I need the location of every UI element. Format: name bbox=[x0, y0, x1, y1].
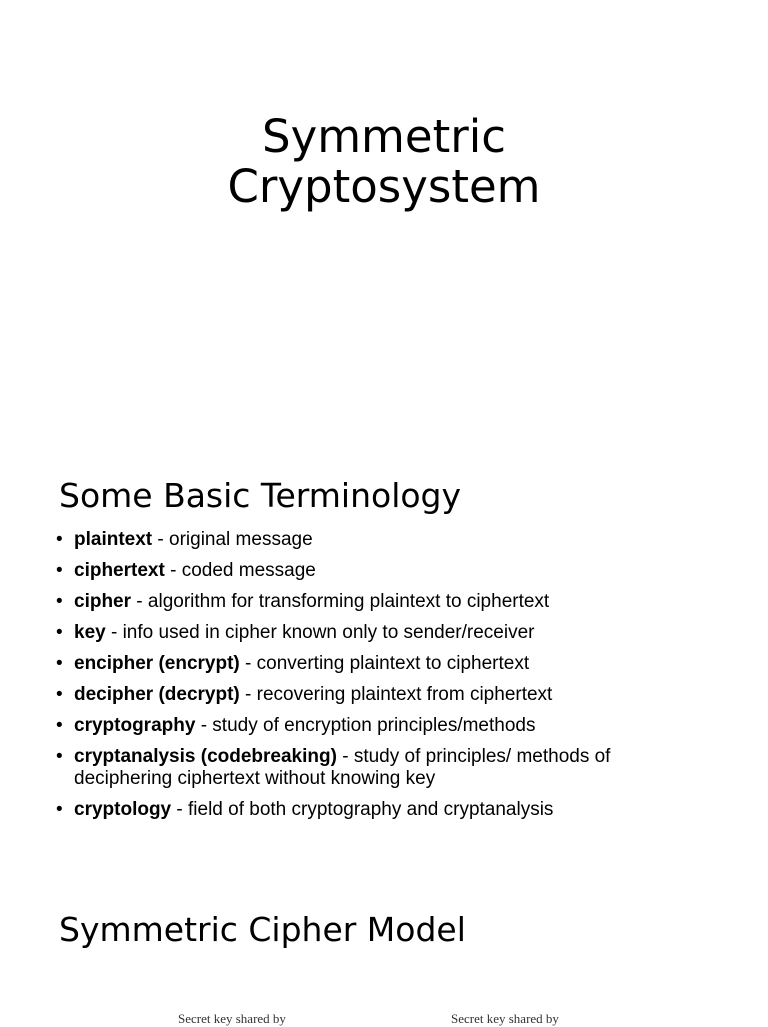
term-description: - recovering plaintext from ciphertext bbox=[239, 684, 553, 705]
bullet-icon: • bbox=[56, 799, 63, 820]
terminology-list bbox=[56, 529, 696, 830]
term-description: - converting plaintext to ciphertext bbox=[239, 653, 530, 674]
term-label: plaintext bbox=[74, 529, 153, 550]
term-label: cryptography bbox=[74, 715, 196, 736]
term-description: - field of both cryptography and cryptanalysis bbox=[171, 799, 554, 820]
term-description: - study of principles/ methods of deciphering ciphertext without knowing key bbox=[74, 746, 611, 789]
slide-title bbox=[0, 112, 768, 212]
list-item bbox=[56, 799, 696, 821]
term-description: - coded message bbox=[164, 560, 316, 581]
bullet-icon: • bbox=[56, 715, 63, 736]
bullet-icon: • bbox=[56, 622, 63, 643]
terminology-heading: Some Basic Terminology bbox=[59, 476, 462, 515]
list-item bbox=[56, 560, 696, 582]
term-label: cryptanalysis (codebreaking) bbox=[74, 746, 337, 767]
term-label: encipher (encrypt) bbox=[74, 653, 240, 674]
term-label: decipher (decrypt) bbox=[74, 684, 240, 705]
term-description: - info used in cipher known only to sender/receiver bbox=[105, 622, 535, 643]
list-item bbox=[56, 591, 696, 613]
bullet-icon: • bbox=[56, 653, 63, 674]
slide-title-line-2: Cryptosystem bbox=[227, 160, 541, 213]
list-item bbox=[56, 715, 696, 737]
term-label: cipher bbox=[74, 591, 132, 612]
term-description: - original message bbox=[152, 529, 313, 550]
slide-title-line-1: Symmetric bbox=[262, 110, 506, 163]
term-label: key bbox=[74, 622, 106, 643]
list-item bbox=[56, 622, 696, 644]
bullet-icon: • bbox=[56, 591, 63, 612]
bullet-icon: • bbox=[56, 529, 63, 550]
list-item bbox=[56, 653, 696, 675]
term-description: - study of encryption principles/methods bbox=[195, 715, 536, 736]
bullet-icon: • bbox=[56, 684, 63, 705]
cipher-model-heading: Symmetric Cipher Model bbox=[59, 910, 466, 949]
diagram-caption-right: Secret key shared by bbox=[451, 1011, 559, 1026]
term-description: - algorithm for transforming plaintext to ciphertext bbox=[131, 591, 550, 612]
diagram-caption-left: Secret key shared by bbox=[178, 1011, 286, 1026]
list-item bbox=[56, 684, 696, 706]
term-label: ciphertext bbox=[74, 560, 165, 581]
term-label: cryptology bbox=[74, 799, 172, 820]
bullet-icon: • bbox=[56, 746, 63, 767]
list-item bbox=[56, 746, 696, 790]
bullet-icon: • bbox=[56, 560, 63, 581]
list-item bbox=[56, 529, 696, 551]
